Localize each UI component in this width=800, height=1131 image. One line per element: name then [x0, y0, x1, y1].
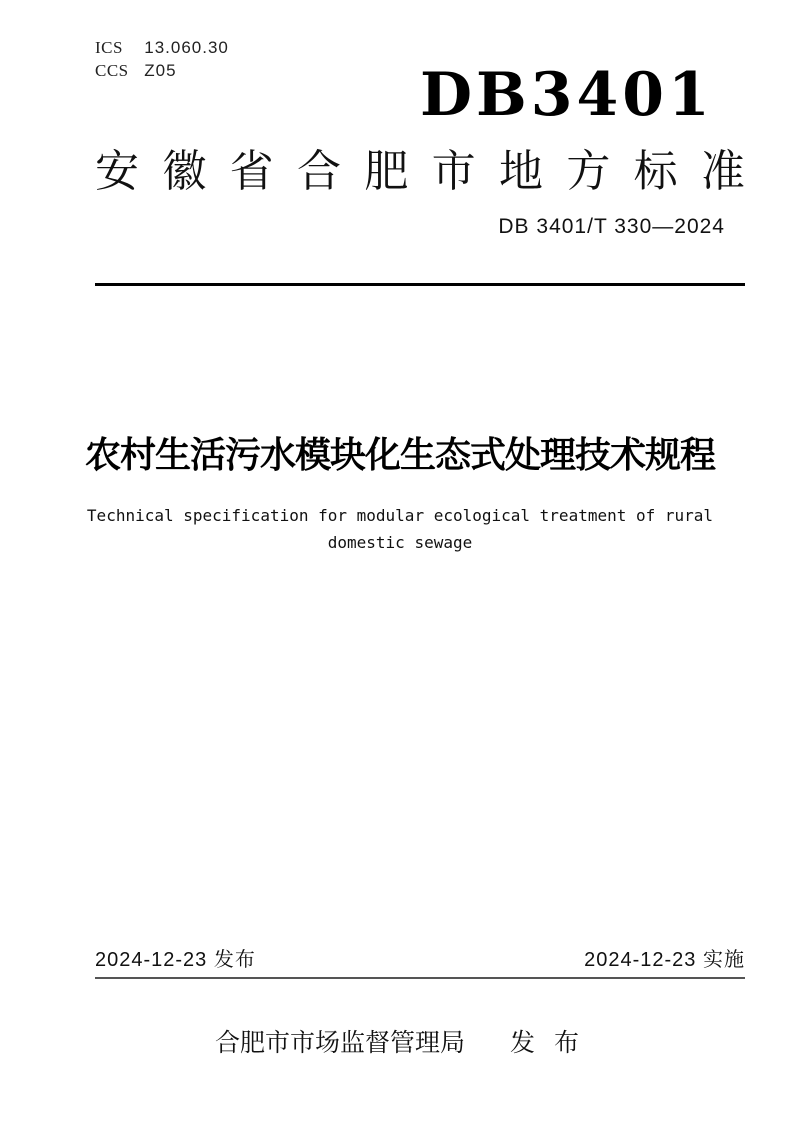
header-rule: [95, 283, 745, 286]
ics-value: 13.060.30: [144, 38, 229, 57]
classification-block: [95, 36, 229, 82]
issue-label: 发 布: [510, 1029, 585, 1057]
publisher-row: [0, 1028, 800, 1058]
document-title-en-line2: domestic sewage: [327, 533, 473, 552]
document-title-zh: 农村生活污水模块化生态式处理技术规程: [84, 434, 715, 475]
document-title-en-line1: Technical specification for modular ecological treatment of rural: [86, 506, 714, 525]
db3401-logo: DB3401: [420, 60, 714, 130]
footer-rule: [95, 977, 745, 979]
publisher-name: 合肥市市场监督管理局: [215, 1029, 466, 1057]
standard-number: DB 3401/T 330—2024: [498, 215, 725, 238]
ics-label: ICS: [95, 38, 123, 57]
ccs-row: [95, 59, 229, 82]
implement-date: 2024-12-23 实施: [584, 949, 745, 971]
ccs-value: Z05: [144, 61, 177, 80]
ccs-label: CCS: [95, 61, 129, 80]
ics-row: [95, 36, 229, 59]
issue-date: 2024-12-23 发布: [95, 949, 256, 971]
document-title-en: [0, 502, 800, 556]
standard-type-heading: 安徽省合肥市地方标准: [95, 147, 745, 196]
date-row: [95, 947, 745, 973]
